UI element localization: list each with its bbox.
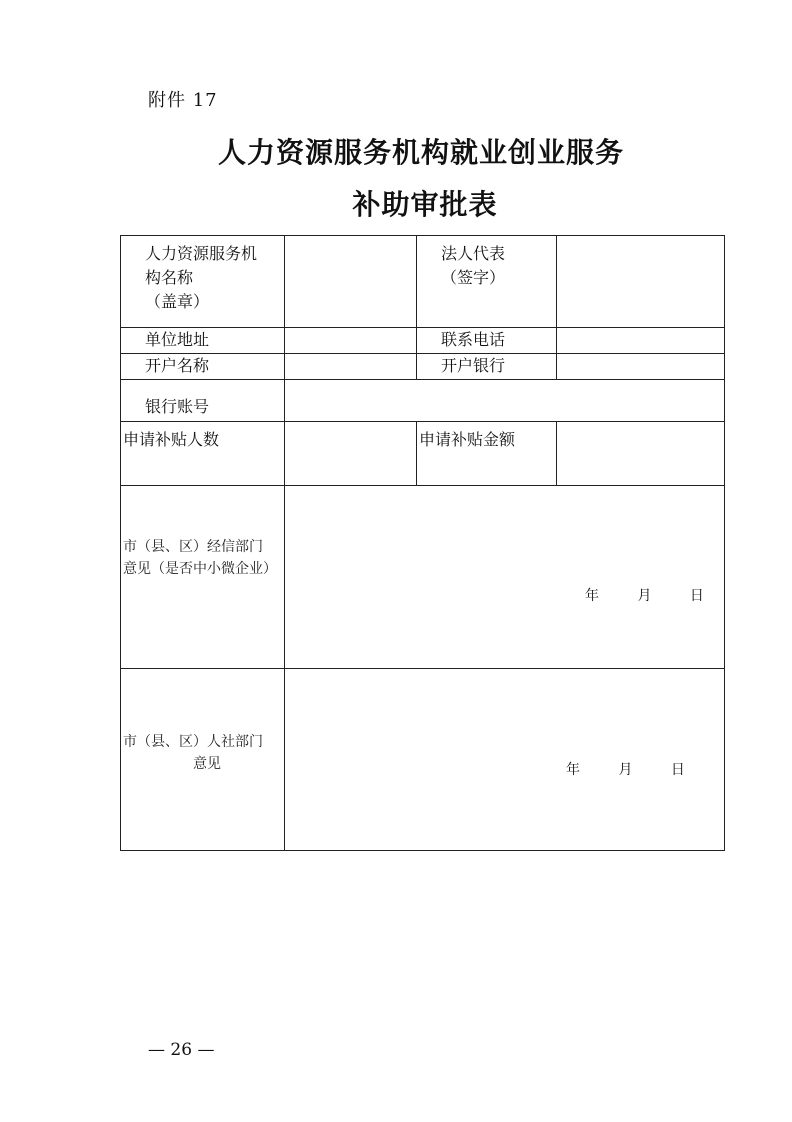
applicant-count-field[interactable] — [285, 422, 417, 486]
hr-opinion-label-line-2: 意见 — [193, 756, 221, 772]
bank-field[interactable] — [557, 354, 725, 380]
org-name-label-line-3: （盖章） — [145, 292, 210, 311]
legal-rep-label-line-1: 法人代表 — [441, 244, 506, 263]
phone-label: 联系电话 — [417, 328, 557, 354]
account-number-label: 银行账号 — [121, 380, 285, 422]
form-row-subsidy — [121, 422, 725, 486]
form-row-account-number — [121, 380, 725, 422]
subsidy-amount-label: 申请补贴金额 — [417, 422, 557, 486]
econ-date-month: 月 — [637, 588, 652, 604]
org-name-label-line-1: 人力资源服务机 — [145, 244, 258, 263]
account-name-field[interactable] — [285, 354, 417, 380]
account-name-label: 开户名称 — [121, 354, 285, 380]
legal-rep-label-cell — [417, 236, 557, 328]
subsidy-amount-field[interactable] — [557, 422, 725, 486]
bank-label: 开户银行 — [417, 354, 557, 380]
econ-date-year: 年 — [585, 588, 599, 604]
address-field[interactable] — [285, 328, 417, 354]
address-label: 单位地址 — [121, 328, 285, 354]
form-row-address — [121, 328, 725, 354]
document-title-line-2: 补助审批表 — [352, 188, 498, 221]
form-row-account — [121, 354, 725, 380]
econ-opinion-label-cell — [121, 486, 285, 669]
form-row-org — [121, 236, 725, 328]
attachment-label: 附件 17 — [148, 90, 218, 111]
phone-field[interactable] — [557, 328, 725, 354]
document-title-line-1: 人力资源服务机构就业创业服务 — [217, 136, 624, 169]
econ-opinion-field[interactable] — [285, 486, 725, 669]
hr-opinion-date — [566, 759, 685, 779]
econ-opinion-label-line-1: 市（县、区）经信部门 — [123, 539, 263, 555]
form-row-econ-opinion — [121, 486, 725, 669]
org-name-field[interactable] — [285, 236, 417, 328]
org-name-label-line-2: 构名称 — [145, 268, 194, 287]
page-number: — 26 — — [148, 1040, 215, 1060]
hr-date-day: 日 — [670, 762, 685, 778]
applicant-count-label: 申请补贴人数 — [121, 422, 285, 486]
econ-opinion-label-line-2: 意见（是否中小微企业） — [123, 561, 277, 577]
hr-opinion-label-line-1: 市（县、区）人社部门 — [123, 734, 263, 750]
econ-opinion-date — [585, 585, 704, 605]
account-number-field[interactable] — [285, 380, 725, 422]
econ-date-day: 日 — [689, 588, 704, 604]
hr-opinion-label-cell — [121, 669, 285, 851]
org-name-label-cell — [121, 236, 285, 328]
legal-rep-signature-field[interactable] — [557, 236, 725, 328]
legal-rep-label-line-2: （签字） — [441, 268, 506, 287]
hr-date-month: 月 — [618, 762, 633, 778]
hr-date-year: 年 — [566, 762, 580, 778]
